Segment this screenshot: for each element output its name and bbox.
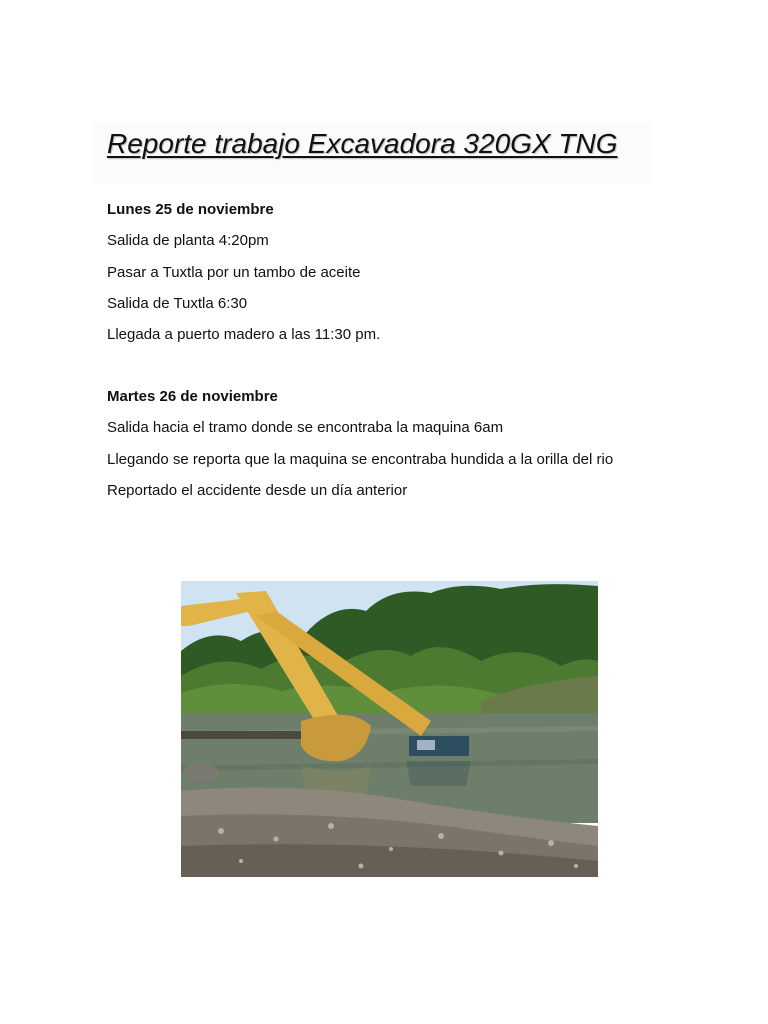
section-heading: Lunes 25 de noviembre bbox=[107, 201, 274, 218]
report-line: Llegada a puerto madero a las 11:30 pm. bbox=[107, 326, 381, 344]
report-line: Salida de planta 4:20pm bbox=[107, 232, 269, 250]
report-line: Pasar a Tuxtla por un tambo de aceite bbox=[107, 263, 361, 281]
document-title: Reporte trabajo Excavadora 320GX TNG bbox=[107, 128, 618, 159]
report-line: Salida hacia el tramo donde se encontraba la maquina 6am bbox=[107, 419, 504, 437]
photo-rock bbox=[183, 763, 219, 783]
section-tuesday bbox=[107, 387, 707, 512]
report-line: Salida de Tuxtla 6:30 bbox=[107, 294, 248, 312]
report-line: Llegando se reporta que la maquina se encontraba hundida a la orilla del rio bbox=[107, 450, 614, 468]
section-heading: Martes 26 de noviembre bbox=[107, 388, 278, 405]
report-line: Reportado el accidente desde un día anterior bbox=[107, 481, 408, 499]
section-monday bbox=[107, 200, 707, 356]
excavator-in-river-photo bbox=[181, 581, 598, 877]
